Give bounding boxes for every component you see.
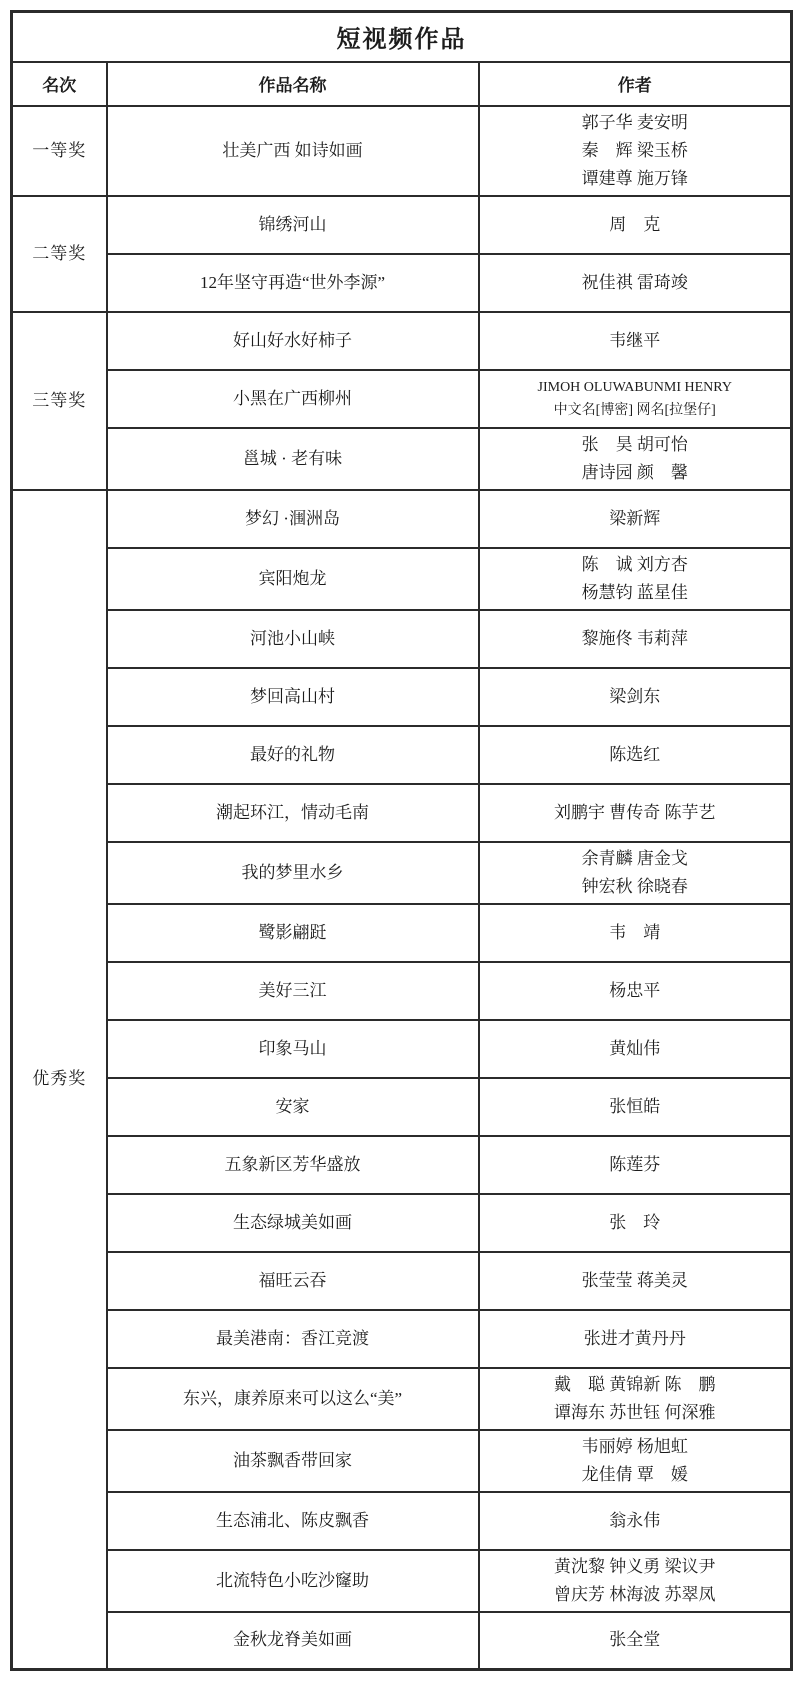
table-row (12, 1194, 792, 1252)
table-row (12, 106, 792, 196)
author-line: 秦 辉 梁玉桥 (581, 140, 688, 160)
table-row (12, 254, 792, 312)
work-title-cell: 邕城 · 老有味 (107, 428, 479, 490)
work-title-cell: 福旺云吞 (107, 1252, 479, 1310)
table-row (12, 904, 792, 962)
table-title: 短视频作品 (12, 12, 792, 62)
table-row (12, 1550, 792, 1612)
work-title-cell: 东兴，康养原来可以这么“美” (107, 1368, 479, 1430)
work-title-cell: 鹭影翩跹 (107, 904, 479, 962)
table-row (12, 842, 792, 904)
author-line: 黎施佟 韦莉萍 (581, 628, 688, 648)
table-row (12, 1020, 792, 1078)
table-row (12, 726, 792, 784)
rank-cell: 优秀奖 (12, 490, 107, 1670)
work-title-cell: 小黑在广西柳州 (107, 370, 479, 428)
author-line: 刘鹏宇 曹传奇 陈芋艺 (554, 802, 716, 822)
author-cell (479, 610, 792, 668)
author-line: 梁新辉 (609, 508, 661, 528)
table-row (12, 428, 792, 490)
author-line: 郭子华 麦安明 (581, 112, 688, 132)
work-title-cell: 最美港南：香江竞渡 (107, 1310, 479, 1368)
author-line: 韦继平 (609, 330, 661, 350)
author-line: 陈莲芬 (609, 1154, 661, 1174)
rank-cell: 二等奖 (12, 196, 107, 312)
author-cell (479, 1492, 792, 1550)
author-line: 黄灿伟 (609, 1038, 661, 1058)
table-row (12, 1492, 792, 1550)
author-line: 张 玲 (609, 1212, 661, 1232)
author-cell (479, 668, 792, 726)
author-cell (479, 962, 792, 1020)
author-line: 钟宏秋 徐晓春 (581, 876, 688, 896)
author-line: 唐诗园 颜 馨 (581, 462, 688, 482)
work-title-cell: 油茶飘香带回家 (107, 1430, 479, 1492)
author-line: 戴 聪 黄锦新 陈 鹏 (554, 1374, 716, 1394)
work-title-cell: 五象新区芳华盛放 (107, 1136, 479, 1194)
author-line: 龙佳倩 覃 媛 (581, 1464, 688, 1484)
author-line: 周 克 (609, 214, 661, 234)
author-cell (479, 106, 792, 196)
table-row (12, 1612, 792, 1670)
table-row (12, 1136, 792, 1194)
work-title-cell: 河池小山峡 (107, 610, 479, 668)
work-title-cell: 潮起环江，情动毛南 (107, 784, 479, 842)
awards-table (10, 10, 793, 1671)
col-header-work-name: 作品名称 (107, 62, 479, 106)
table-row (12, 490, 792, 548)
author-line: 张恒皓 (609, 1096, 661, 1116)
table-row (12, 1078, 792, 1136)
author-cell (479, 726, 792, 784)
table-row (12, 548, 792, 610)
work-title-cell: 梦幻 ·涠洲岛 (107, 490, 479, 548)
author-line: 陈 诚 刘方杏 (581, 554, 688, 574)
author-line: 张 昊 胡可怡 (581, 434, 688, 454)
author-cell (479, 1078, 792, 1136)
author-line: 张全堂 (609, 1630, 661, 1650)
author-cell (479, 1612, 792, 1670)
author-line: JIMOH OLUWABUNMI HENRY (537, 379, 732, 395)
author-line: 陈选红 (609, 744, 661, 764)
table-row (12, 370, 792, 428)
work-title-cell: 金秋龙脊美如画 (107, 1612, 479, 1670)
work-title-cell: 壮美广西 如诗如画 (107, 106, 479, 196)
author-cell (479, 1368, 792, 1430)
author-line: 谭海东 苏世钰 何深雅 (554, 1402, 716, 1422)
col-header-author: 作者 (479, 62, 792, 106)
author-line: 谭建尊 施万锋 (581, 168, 688, 188)
author-line: 杨慧钧 蓝星佳 (581, 582, 688, 602)
author-cell (479, 1252, 792, 1310)
table-row (12, 1252, 792, 1310)
author-line: 余青麟 唐金戈 (581, 848, 688, 868)
author-line: 韦丽婷 杨旭虹 (581, 1436, 688, 1456)
table-row (12, 610, 792, 668)
work-title-cell: 北流特色小吃沙窿助 (107, 1550, 479, 1612)
author-cell (479, 490, 792, 548)
author-cell (479, 548, 792, 610)
author-line: 曾庆芳 林海波 苏翠凤 (554, 1584, 716, 1604)
work-title-cell: 锦绣河山 (107, 196, 479, 254)
author-line: 张莹莹 蒋美灵 (581, 1270, 688, 1290)
author-line: 黄沈黎 钟义勇 梁议尹 (554, 1556, 716, 1576)
author-cell (479, 1020, 792, 1078)
author-cell (479, 1194, 792, 1252)
author-cell (479, 784, 792, 842)
author-cell (479, 196, 792, 254)
col-header-rank: 名次 (12, 62, 107, 106)
author-cell (479, 1310, 792, 1368)
work-title-cell: 最好的礼物 (107, 726, 479, 784)
author-cell (479, 1430, 792, 1492)
table-row (12, 312, 792, 370)
awards-table-body (12, 106, 792, 1670)
author-cell (479, 370, 792, 428)
work-title-cell: 我的梦里水乡 (107, 842, 479, 904)
work-title-cell: 生态绿城美如画 (107, 1194, 479, 1252)
work-title-cell: 梦回高山村 (107, 668, 479, 726)
work-title-cell: 12年坚守再造“世外李源” (107, 254, 479, 312)
table-row (12, 1430, 792, 1492)
author-cell (479, 254, 792, 312)
author-cell (479, 904, 792, 962)
author-line: 祝佳祺 雷琦竣 (581, 272, 688, 292)
work-title-cell: 生态浦北、陈皮飘香 (107, 1492, 479, 1550)
table-row (12, 962, 792, 1020)
work-title-cell: 印象马山 (107, 1020, 479, 1078)
author-cell (479, 428, 792, 490)
author-line: 翁永伟 (609, 1510, 661, 1530)
rank-cell: 一等奖 (12, 106, 107, 196)
table-row (12, 784, 792, 842)
work-title-cell: 安家 (107, 1078, 479, 1136)
author-cell (479, 312, 792, 370)
author-cell (479, 1136, 792, 1194)
author-line: 韦 靖 (609, 922, 661, 942)
table-row (12, 1310, 792, 1368)
author-line: 梁剑东 (609, 686, 661, 706)
author-line: 张进才黄丹丹 (583, 1328, 686, 1348)
author-line: 中文名[博密] 网名[拉堡仔] (553, 402, 716, 418)
work-title-cell: 好山好水好柿子 (107, 312, 479, 370)
table-row (12, 668, 792, 726)
author-cell (479, 1550, 792, 1612)
author-cell (479, 842, 792, 904)
work-title-cell: 宾阳炮龙 (107, 548, 479, 610)
rank-cell: 三等奖 (12, 312, 107, 490)
column-header-row (12, 62, 792, 106)
work-title-cell: 美好三江 (107, 962, 479, 1020)
table-row (12, 196, 792, 254)
title-row (12, 12, 792, 62)
author-line: 杨忠平 (609, 980, 661, 1000)
table-row (12, 1368, 792, 1430)
